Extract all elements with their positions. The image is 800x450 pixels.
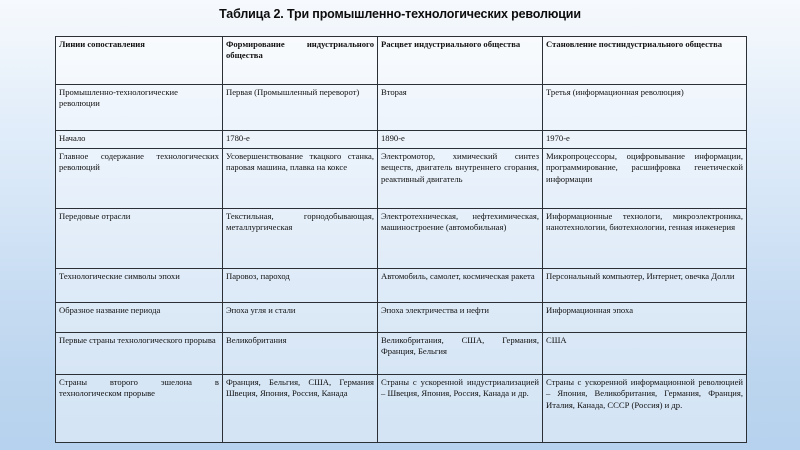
cell-formation: 1780-е [223, 131, 378, 149]
table-row [56, 131, 747, 149]
column-header-formation: Формирование индустриального общества [223, 37, 378, 85]
row-label-second-countries: Страны второго эшелона в технологическом прорыве [56, 375, 223, 443]
table-body [56, 85, 747, 443]
row-label-start: Начало [56, 131, 223, 149]
table-row [56, 269, 747, 303]
table-header [56, 37, 747, 85]
column-header-postindustrial: Становление постиндустриального общества [543, 37, 747, 85]
cell-postindustrial: 1970-е [543, 131, 747, 149]
cell-flourishing: Автомобиль, самолет, космическая ракета [378, 269, 543, 303]
cell-formation: Первая (Промышленный переворот) [223, 85, 378, 131]
cell-postindustrial: Страны с ускоренной информационной революцией – Япония, Великобритания, Германия, Франция, Италия, Канада, СССР (Россия) и др. [543, 375, 747, 443]
cell-formation: Франция, Бельгия, США, Германия Швеция, Япония, Россия, Канада [223, 375, 378, 443]
cell-postindustrial: Информационная эпоха [543, 303, 747, 333]
cell-flourishing: Электромотор, химический синтез веществ, двигатель внутреннего сгорания, реактивный двигатель [378, 149, 543, 209]
cell-flourishing: Вторая [378, 85, 543, 131]
cell-formation: Эпоха угля и стали [223, 303, 378, 333]
table-row [56, 333, 747, 375]
cell-postindustrial: США [543, 333, 747, 375]
table-row [56, 149, 747, 209]
cell-postindustrial: Третья (информационная революция) [543, 85, 747, 131]
column-header-criteria: Линии сопоставления [56, 37, 223, 85]
row-label-period-name: Образное название периода [56, 303, 223, 333]
table-row [56, 85, 747, 131]
row-label-first-countries: Первые страны технологического прорыва [56, 333, 223, 375]
cell-formation: Усовершенствование ткацкого станка, паровая машина, плавка на коксе [223, 149, 378, 209]
cell-formation: Паровоз, пароход [223, 269, 378, 303]
row-label-leading-branches: Передовые отрасли [56, 209, 223, 269]
row-label-revolutions: Промышленно-технологические революции [56, 85, 223, 131]
table-header-row [56, 37, 747, 85]
cell-formation: Текстильная, горнодобывающая, металлургическая [223, 209, 378, 269]
table-row [56, 303, 747, 333]
cell-postindustrial: Микропроцессоры, оцифровывание информации, программирование, расшифровка генетической информации [543, 149, 747, 209]
row-label-symbols: Технологические символы эпохи [56, 269, 223, 303]
row-label-main-content: Главное содержание технологических революций [56, 149, 223, 209]
cell-flourishing: Электротехническая, нефтехимическая, машиностроение (автомобильная) [378, 209, 543, 269]
cell-flourishing: Великобритания, США, Германия, Франция, Бельгия [378, 333, 543, 375]
cell-flourishing: Страны с ускоренной индустриализацией – Швеция, Япония, Россия, Канада и др. [378, 375, 543, 443]
comparison-table [55, 36, 747, 443]
table-row [56, 375, 747, 443]
cell-formation: Великобритания [223, 333, 378, 375]
comparison-table-container [55, 36, 746, 443]
cell-flourishing: Эпоха электричества и нефти [378, 303, 543, 333]
table-row [56, 209, 747, 269]
cell-postindustrial: Персональный компьютер, Интернет, овечка Долли [543, 269, 747, 303]
cell-flourishing: 1890-е [378, 131, 543, 149]
column-header-flourishing: Расцвет индустриального общества [378, 37, 543, 85]
page-title: Таблица 2. Три промышленно-технологических революции [219, 7, 581, 21]
cell-postindustrial: Информационные технологи, микроэлектроника, нанотехнологии, биотехнологии, генная инженерия [543, 209, 747, 269]
